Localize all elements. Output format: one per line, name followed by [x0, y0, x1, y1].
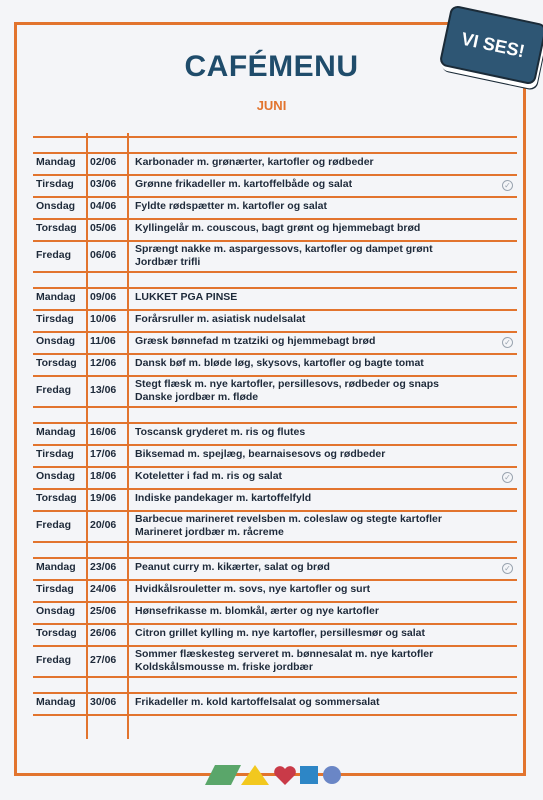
- day-label: Fredag: [36, 248, 72, 261]
- triangle-logo: [241, 765, 269, 785]
- dish-text: Citron grillet kylling m. nye kartofler, persillesmør og salat: [135, 627, 426, 639]
- circle-logo: [323, 766, 341, 784]
- date-label: 13/06: [90, 383, 117, 396]
- row-divider: [33, 579, 517, 581]
- row-divider: [33, 309, 517, 311]
- day-label: Tirsdag: [36, 178, 74, 190]
- dish-text: Dansk bøf m. bløde løg, skysovs, kartofler og bagte tomat: [135, 357, 424, 369]
- day-label: Onsdag: [36, 470, 76, 482]
- day-label: Onsdag: [36, 605, 76, 617]
- day-label: Mandag: [36, 156, 76, 168]
- date-label: 23/06: [90, 561, 117, 573]
- dish-text: Indiske pandekager m. kartoffelfyld: [135, 492, 312, 504]
- month-label: JUNI: [256, 98, 287, 113]
- parallelogram-logo: [205, 765, 241, 785]
- check-icon: ✓: [502, 337, 513, 348]
- row-divider: [33, 466, 517, 468]
- dessert-text: Marineret jordbær m. råcreme: [135, 526, 284, 538]
- dish-text: Barbecue marineret revelsben m. coleslaw og stegte kartofler: [135, 513, 442, 525]
- row-divider: [33, 541, 517, 543]
- row-divider: [33, 488, 517, 490]
- row-divider: [33, 676, 517, 678]
- row-divider: [33, 174, 517, 176]
- day-label: Torsdag: [36, 627, 77, 639]
- date-label: 04/06: [90, 200, 117, 212]
- row-divider: [33, 375, 517, 377]
- dish-text: Koteletter i fad m. ris og salat: [135, 470, 283, 482]
- day-label: Fredag: [36, 518, 72, 531]
- row-divider: [33, 152, 517, 154]
- day-label: Onsdag: [36, 335, 76, 347]
- date-label: 06/06: [90, 248, 117, 261]
- row-divider: [33, 196, 517, 198]
- check-icon: ✓: [502, 180, 513, 191]
- dish-text: Sommer flæskesteg serveret m. bønnesalat m. nye kartofler: [135, 648, 434, 660]
- row-divider: [33, 218, 517, 220]
- date-label: 27/06: [90, 653, 117, 666]
- row-divider: [33, 271, 517, 273]
- column-divider: [86, 133, 88, 739]
- day-label: Mandag: [36, 291, 76, 303]
- row-divider: [33, 136, 517, 138]
- row-divider: [33, 406, 517, 408]
- dessert-text: Danske jordbær m. fløde: [135, 391, 259, 403]
- row-divider: [33, 510, 517, 512]
- dish-text: LUKKET PGA PINSE: [135, 291, 238, 303]
- date-label: 30/06: [90, 696, 117, 708]
- dish-text: Kyllingelår m. couscous, bagt grønt og hjemmebagt brød: [135, 222, 421, 234]
- dish-text: Hønsefrikasse m. blomkål, ærter og nye kartofler: [135, 605, 379, 617]
- day-label: Tirsdag: [36, 313, 74, 325]
- date-label: 03/06: [90, 178, 117, 190]
- dish-text: Karbonader m. grønærter, kartofler og rødbeder: [135, 156, 374, 168]
- check-icon: ✓: [502, 563, 513, 574]
- day-label: Tirsdag: [36, 583, 74, 595]
- day-label: Onsdag: [36, 200, 76, 212]
- dish-text: Græsk bønnefad m tzatziki og hjemmebagt brød: [135, 335, 376, 347]
- row-divider: [33, 287, 517, 289]
- dessert-text: Jordbær trifli: [135, 256, 201, 268]
- day-label: Torsdag: [36, 222, 77, 234]
- date-label: 02/06: [90, 156, 117, 168]
- row-divider: [33, 692, 517, 694]
- dish-text: Biksemad m. spejlæg, bearnaisesovs og rødbeder: [135, 448, 386, 460]
- date-label: 16/06: [90, 426, 117, 438]
- dish-text: Forårsruller m. asiatisk nudelsalat: [135, 313, 306, 325]
- row-divider: [33, 353, 517, 355]
- check-icon: ✓: [502, 472, 513, 483]
- date-label: 26/06: [90, 627, 117, 639]
- row-divider: [33, 623, 517, 625]
- date-label: 11/06: [90, 335, 116, 347]
- row-divider: [33, 331, 517, 333]
- row-divider: [33, 557, 517, 559]
- dish-text: Peanut curry m. kikærter, salat og brød: [135, 561, 330, 573]
- day-label: Mandag: [36, 696, 76, 708]
- dish-text: Fyldte rødspætter m. kartofler og salat: [135, 200, 327, 212]
- column-divider: [127, 133, 129, 739]
- day-label: Tirsdag: [36, 448, 74, 460]
- dessert-text: Koldskålsmousse m. friske jordbær: [135, 661, 313, 673]
- dish-text: Stegt flæsk m. nye kartofler, persillesovs, rødbeder og snaps: [135, 378, 440, 390]
- date-label: 05/06: [90, 222, 117, 234]
- heart-logo: [274, 766, 296, 785]
- dish-text: Hvidkålsrouletter m. sovs, nye kartofler og surt: [135, 583, 371, 595]
- day-label: Torsdag: [36, 357, 77, 369]
- square-logo: [300, 766, 318, 784]
- date-label: 17/06: [90, 448, 117, 460]
- row-divider: [33, 422, 517, 424]
- dish-text: Grønne frikadeller m. kartoffelbåde og salat: [135, 178, 353, 190]
- date-label: 09/06: [90, 291, 117, 303]
- row-divider: [33, 714, 517, 716]
- date-label: 12/06: [90, 357, 117, 369]
- row-divider: [33, 645, 517, 647]
- date-label: 19/06: [90, 492, 117, 504]
- row-divider: [33, 444, 517, 446]
- date-label: 24/06: [90, 583, 117, 595]
- dish-text: Sprængt nakke m. aspargessovs, kartofler og dampet grønt: [135, 243, 433, 255]
- date-label: 10/06: [90, 313, 117, 325]
- row-divider: [33, 240, 517, 242]
- page-title: CAFÉMENU: [184, 50, 359, 83]
- date-label: 25/06: [90, 605, 117, 617]
- dish-text: Toscansk gryderet m. ris og flutes: [135, 426, 306, 438]
- date-label: 20/06: [90, 518, 117, 531]
- day-label: Fredag: [36, 653, 72, 666]
- date-label: 18/06: [90, 470, 117, 482]
- day-label: Mandag: [36, 426, 76, 438]
- day-label: Mandag: [36, 561, 76, 573]
- dish-text: Frikadeller m. kold kartoffelsalat og sommersalat: [135, 696, 380, 708]
- footer-logos: [205, 765, 345, 787]
- row-divider: [33, 601, 517, 603]
- day-label: Fredag: [36, 383, 72, 396]
- badge-text: VI SES!: [459, 28, 527, 62]
- day-label: Torsdag: [36, 492, 77, 504]
